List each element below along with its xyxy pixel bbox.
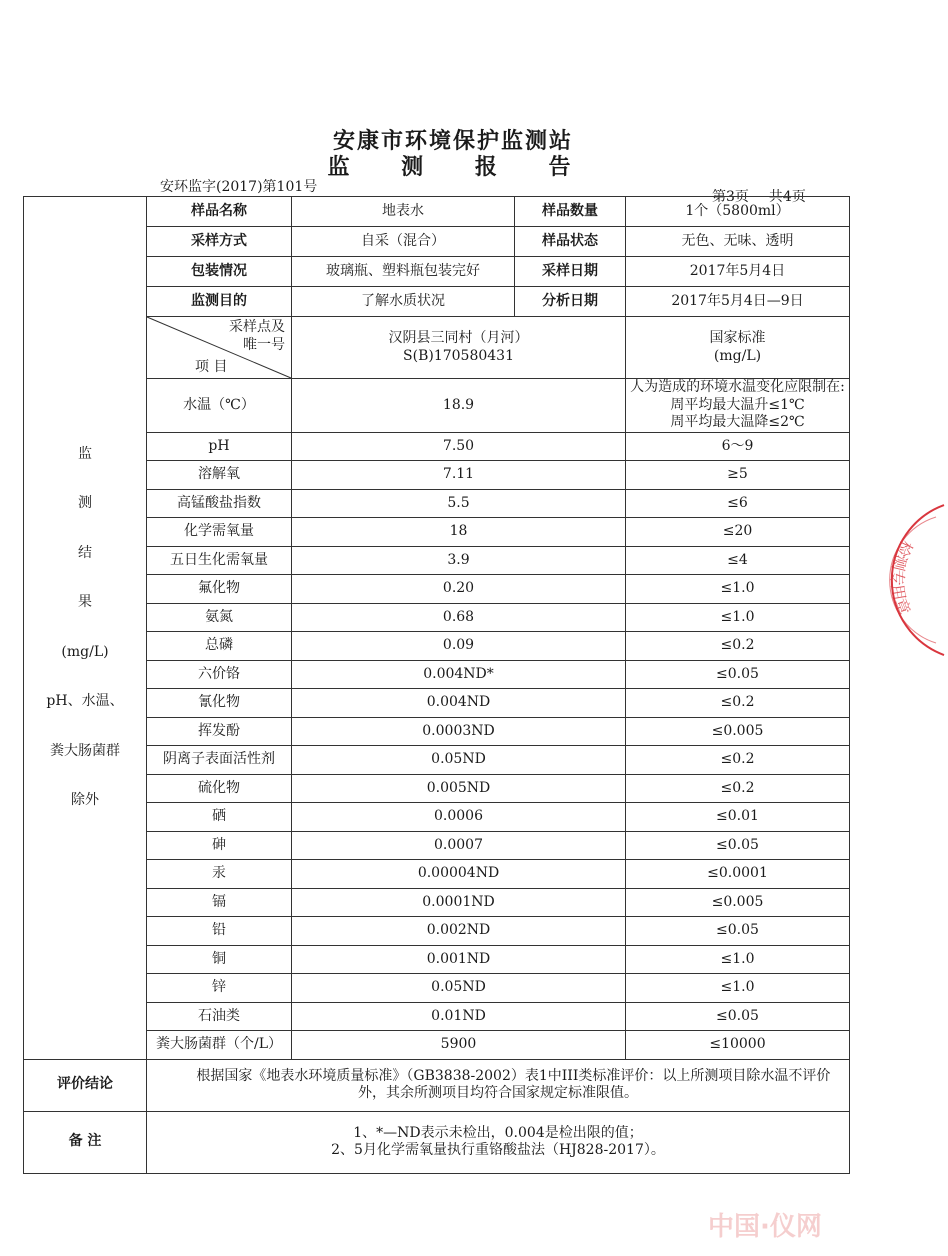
- item-name: 化学需氧量: [147, 518, 292, 547]
- method-label: 采样方式: [147, 227, 292, 257]
- result-row: [24, 860, 850, 889]
- result-row: [24, 632, 850, 661]
- standard-limit: ≤1.0: [626, 603, 850, 632]
- result-row: [24, 803, 850, 832]
- notes-cell: [147, 1111, 850, 1173]
- conclusion-row: [24, 1059, 850, 1111]
- standard-limit: ≤0.005: [626, 717, 850, 746]
- diag-header-item-label: 项 目: [195, 358, 228, 375]
- standard-limit-line: 周平均最大温升≤1℃: [670, 396, 805, 413]
- item-name: 硫化物: [147, 774, 292, 803]
- pack-label: 包装情况: [147, 257, 292, 287]
- item-name: 溶解氧: [147, 461, 292, 490]
- result-row: [24, 603, 850, 632]
- info-row-purpose: [24, 287, 850, 317]
- measured-value: 0.005ND: [292, 774, 626, 803]
- conclusion-text: 根据国家《地表水环境质量标准》（GB3838-2002）表1中III类标准评价：以上所测项目除水温不评价外，其余所测项目均符合国家规定标准限值。: [147, 1059, 850, 1111]
- official-seal-stamp: [858, 495, 948, 665]
- diag-header-site-label: 采样点及: [229, 319, 285, 335]
- measured-value: 18: [292, 518, 626, 547]
- result-side-label: [24, 197, 147, 1060]
- state-value: 无色、无味、透明: [626, 227, 850, 257]
- result-row: [24, 546, 850, 575]
- header-row: [24, 317, 850, 379]
- item-name: 氰化物: [147, 689, 292, 718]
- item-name: 砷: [147, 831, 292, 860]
- sample-date-label: 采样日期: [515, 257, 626, 287]
- sample-qty-value: 1个（5800ml）: [626, 197, 850, 227]
- side-label-exclusion: 粪大肠菌群: [50, 742, 120, 759]
- standard-limit: ≤0.05: [626, 660, 850, 689]
- standard-limit: [626, 379, 850, 433]
- page-number: 第3页: [712, 189, 749, 205]
- measured-value: 18.9: [292, 379, 626, 433]
- standard-limit: ≤1.0: [626, 945, 850, 974]
- measured-value: 0.20: [292, 575, 626, 604]
- info-row-sample: [24, 197, 850, 227]
- item-name: 六价铬: [147, 660, 292, 689]
- result-row: [24, 379, 850, 433]
- measured-value: 3.9: [292, 546, 626, 575]
- standard-limit: ≤4: [626, 546, 850, 575]
- measured-value: 0.0006: [292, 803, 626, 832]
- result-row: [24, 774, 850, 803]
- side-label-exclusion: pH、水温、: [46, 693, 124, 710]
- measured-value: 7.11: [292, 461, 626, 490]
- purpose-label: 监测目的: [147, 287, 292, 317]
- standard-limit: ≤20: [626, 518, 850, 547]
- report-table: [23, 196, 850, 1174]
- document-number: 安环监字(2017)第101号: [160, 179, 318, 195]
- standard-limit: ≤1.0: [626, 575, 850, 604]
- conclusion-label: 评价结论: [24, 1059, 147, 1111]
- result-row: [24, 575, 850, 604]
- result-row: [24, 518, 850, 547]
- result-row: [24, 461, 850, 490]
- analysis-date-label: 分析日期: [515, 287, 626, 317]
- sample-date-value: 2017年5月4日: [626, 257, 850, 287]
- standard-limit: ≤0.05: [626, 917, 850, 946]
- standard-limit: ≤0.2: [626, 774, 850, 803]
- measured-value: 0.05ND: [292, 746, 626, 775]
- measured-value: 0.001ND: [292, 945, 626, 974]
- sample-name-value: 地表水: [292, 197, 515, 227]
- result-row: [24, 974, 850, 1003]
- measured-value: 0.004ND*: [292, 660, 626, 689]
- sample-qty-label: 样品数量: [515, 197, 626, 227]
- result-row: [24, 432, 850, 461]
- standard-limit: ≤0.05: [626, 1002, 850, 1031]
- side-label-char: 果: [78, 594, 92, 611]
- measured-value: 0.00004ND: [292, 860, 626, 889]
- standard-title: 国家标准: [709, 330, 766, 346]
- note-line: 2、5月化学需氧量执行重铬酸盐法（HJ828-2017）。: [331, 1142, 665, 1158]
- standard-limit: ≥5: [626, 461, 850, 490]
- standard-limit: ≤0.01: [626, 803, 850, 832]
- result-row: [24, 888, 850, 917]
- side-label-char: 监: [78, 445, 92, 462]
- measured-value: 0.004ND: [292, 689, 626, 718]
- state-label: 样品状态: [515, 227, 626, 257]
- measured-value: 5.5: [292, 489, 626, 518]
- analysis-date-value: 2017年5月4日—9日: [626, 287, 850, 317]
- method-value: 自采（混合）: [292, 227, 515, 257]
- item-name: 锌: [147, 974, 292, 1003]
- measured-value: 0.68: [292, 603, 626, 632]
- side-label-char: 结: [78, 544, 92, 561]
- notes-row: [24, 1111, 850, 1173]
- measured-value: 0.002ND: [292, 917, 626, 946]
- report-type-title: 监 测 报 告: [327, 154, 593, 180]
- standard-limit: ≤0.05: [626, 831, 850, 860]
- note-line: 1、*—ND表示未检出，0.004是检出限的值；: [353, 1124, 643, 1141]
- result-row: [24, 1002, 850, 1031]
- item-name: 铅: [147, 917, 292, 946]
- svg-text:检测专用章: 检测专用章: [887, 537, 917, 618]
- website-watermark: 中国·仪网: [708, 1212, 822, 1242]
- item-name: 高锰酸盐指数: [147, 489, 292, 518]
- measured-value: 0.01ND: [292, 1002, 626, 1031]
- standard-limit: ≤0.005: [626, 888, 850, 917]
- result-row: [24, 746, 850, 775]
- diagonal-header-cell: [147, 317, 292, 379]
- item-name: 石油类: [147, 1002, 292, 1031]
- item-name: 水温（℃）: [147, 379, 292, 433]
- result-row: [24, 945, 850, 974]
- measured-value: 0.09: [292, 632, 626, 661]
- site-id: S(B)170580431: [403, 347, 514, 364]
- standard-limit: ≤6: [626, 489, 850, 518]
- notes-label: 备 注: [24, 1111, 147, 1173]
- measured-value: 7.50: [292, 432, 626, 461]
- site-header-cell: [292, 317, 626, 379]
- item-name: 粪大肠菌群（个/L）: [147, 1031, 292, 1060]
- item-name: 阴离子表面活性剂: [147, 746, 292, 775]
- standard-limit: ≤1.0: [626, 974, 850, 1003]
- total-pages: 共4页: [768, 189, 806, 205]
- side-label-char: 测: [78, 495, 92, 512]
- measured-value: 0.0001ND: [292, 888, 626, 917]
- item-name: 铜: [147, 945, 292, 974]
- info-row-pack: [24, 257, 850, 287]
- standard-limit: 6～9: [626, 432, 850, 461]
- side-label-exclusion: 除外: [71, 792, 99, 809]
- purpose-value: 了解水质状况: [292, 287, 515, 317]
- measured-value: 0.0003ND: [292, 717, 626, 746]
- standard-unit: (mg/L): [713, 347, 762, 364]
- item-name: 氨氮: [147, 603, 292, 632]
- result-row: [24, 489, 850, 518]
- standard-limit-line: 周平均最大温降≤2℃: [670, 414, 805, 430]
- result-row: [24, 689, 850, 718]
- measured-value: 5900: [292, 1031, 626, 1060]
- item-name: 氟化物: [147, 575, 292, 604]
- sample-name-label: 样品名称: [147, 197, 292, 227]
- result-row: [24, 717, 850, 746]
- standard-header-cell: [626, 317, 850, 379]
- result-row: [24, 660, 850, 689]
- pack-value: 玻璃瓶、塑料瓶包装完好: [292, 257, 515, 287]
- item-name: 镉: [147, 888, 292, 917]
- item-name: 汞: [147, 860, 292, 889]
- item-name: 硒: [147, 803, 292, 832]
- standard-limit: ≤0.2: [626, 689, 850, 718]
- item-name: 五日生化需氧量: [147, 546, 292, 575]
- standard-limit: ≤0.2: [626, 746, 850, 775]
- result-row: [24, 917, 850, 946]
- measured-value: 0.0007: [292, 831, 626, 860]
- standard-limit-line: 人为造成的环境水温变化应限制在:: [630, 379, 845, 395]
- result-row: [24, 831, 850, 860]
- diag-header-id-label: 唯一号: [243, 337, 285, 353]
- measured-value: 0.05ND: [292, 974, 626, 1003]
- result-row: [24, 1031, 850, 1060]
- info-row-method: [24, 227, 850, 257]
- standard-limit: ≤10000: [626, 1031, 850, 1060]
- site-name: 汉阴县三同村（月河）: [388, 330, 529, 346]
- item-name: pH: [147, 432, 292, 461]
- side-label-unit: (mg/L): [61, 643, 109, 660]
- item-name: 总磷: [147, 632, 292, 661]
- standard-limit: ≤0.0001: [626, 860, 850, 889]
- item-name: 挥发酚: [147, 717, 292, 746]
- report-org-title: 安康市环境保护监测站: [332, 128, 573, 154]
- standard-limit: ≤0.2: [626, 632, 850, 661]
